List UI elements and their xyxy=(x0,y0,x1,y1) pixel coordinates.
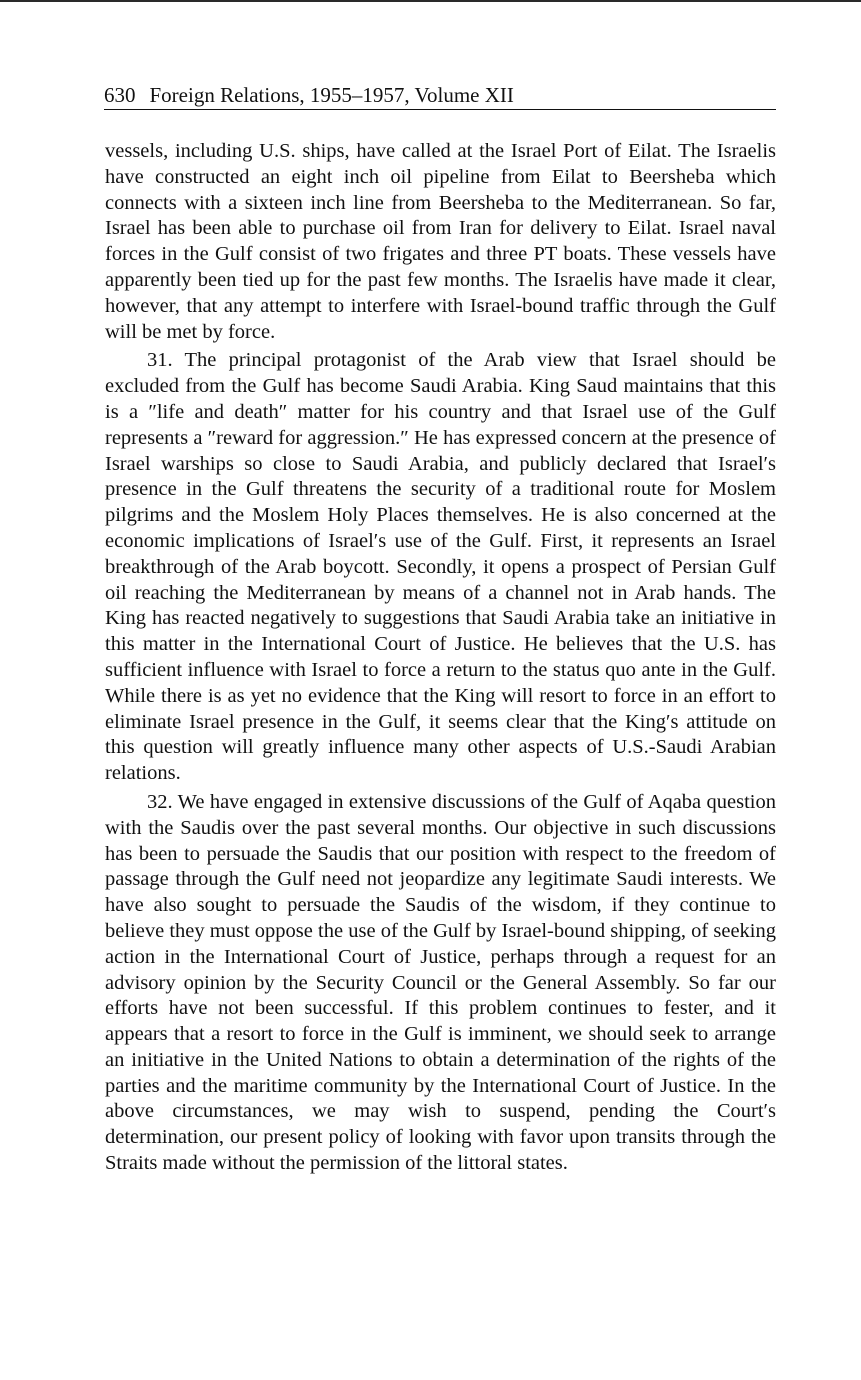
paragraph-32: 32. We have engaged in extensive discussions of the Gulf of Aqaba question with the Saudis over the past several months. Our objective in such discussions has been to persuade the Saudis that our position with respect to the freedom of passage through the Gulf need not jeopardize any legitimate Saudi interests. We have also sought to persuade the Saudis of the wisdom, if they continue to believe they must oppose the use of the Gulf by Israel-bound shipping, of seeking action in the International Court of Justice, perhaps through a request for an advisory opinion by the Security Council or the General Assembly. So far our efforts have not been successful. If this problem continues to fester, and it appears that a resort to force in the Gulf is imminent, we should seek to arrange an initiative in the United Nations to obtain a determination of the rights of the parties and the maritime community by the International Court of Justice. In the above circumstances, we may wish to suspend, pending the Court′s determination, our present policy of looking with favor upon transits through the Straits made without the permission of the littoral states. xyxy=(105,790,776,1175)
paragraph-continued: vessels, including U.S. ships, have called at the Israel Port of Eilat. The Israelis have constructed an eight inch oil pipeline from Eilat to Beersheba which connects with a sixteen inch line from Beersheba to the Mediterranean. So far, Israel has been able to purchase oil from Iran for delivery to Eilat. Israel naval forces in the Gulf consist of two frigates and three PT boats. These vessels have apparently been tied up for the past few months. The Israelis have made it clear, however, that any attempt to interfere with Israel-bound traffic through the Gulf will be met by force. xyxy=(105,140,776,343)
top-border xyxy=(0,0,861,2)
body-text xyxy=(105,139,776,1180)
running-title: Foreign Relations, 1955–1957, Volume XII xyxy=(149,83,514,107)
running-header xyxy=(104,82,776,110)
paragraph-31: 31. The principal protagonist of the Arab view that Israel should be excluded from the Gulf has become Saudi Arabia. King Saud maintains that this is a ″life and death″ matter for his country and that Israel use of the Gulf represents a ″reward for aggression.″ He has expressed concern at the presence of Israel warships so close to Saudi Arabia, and publicly declared that Israel′s presence in the Gulf threatens the security of a traditional route for Moslem pilgrims and the Moslem Holy Places themselves. He is also concerned at the economic implications of Israel′s use of the Gulf. First, it represents an Israel breakthrough of the Arab boycott. Secondly, it opens a prospect of Persian Gulf oil reaching the Mediterranean by means of a channel not in Arab hands. The King has reacted negatively to suggestions that Saudi Arabia take an initiative in this matter in the International Court of Justice. He believes that the U.S. has sufficient influence with Israel to force a return to the status quo ante in the Gulf. While there is as yet no evidence that the King will resort to force in an effort to eliminate Israel presence in the Gulf, it seems clear that the King′s attitude on this question will greatly influence many other aspects of U.S.-Saudi Arabian relations. xyxy=(105,349,776,785)
page-number: 630 xyxy=(104,83,136,107)
